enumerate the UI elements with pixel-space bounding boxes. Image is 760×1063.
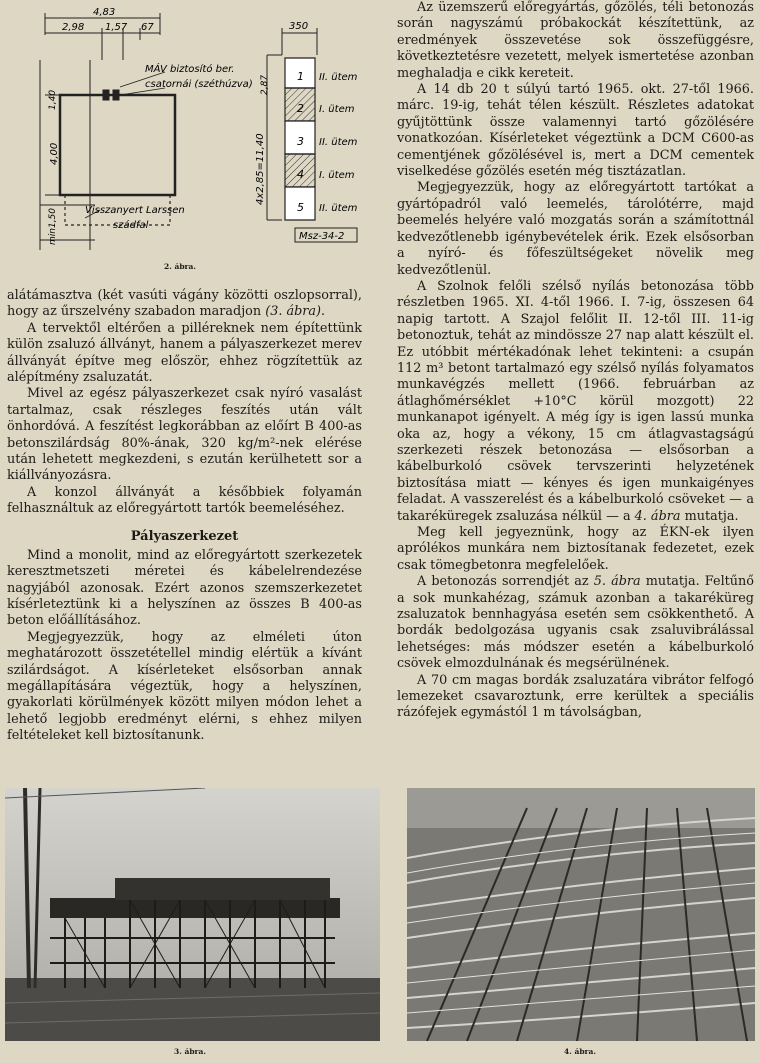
dim-side-right: 4x2,85=11,40: [255, 133, 266, 205]
figure-3-caption: 3. ábra.: [174, 1047, 206, 1056]
left-paragraph-5: Mind a monolit, mind az előregyártott szerkezetek keresztmetszeti méretei és kábelelrendezése nagyjából azonosak. Ezért azonos szemszerkezetet kísérleteztünk ki a helyszínen az összes B 400-as beton előállításához.: [7, 547, 362, 629]
right-column: [397, 0, 754, 722]
stage-4-num: 4: [297, 168, 304, 181]
right-paragraph-1: Az üzemszerű előregyártás, gőzölés, téli betonozás során nagyszámú próbakockát készítettünk, az eredmények összevetése sok összefüggésre, következtetésre vezetett, melyek ismertetése azonban meghaladja e cikk kereteit.: [397, 0, 754, 81]
left-paragraph-6: Megjegyezzük, hogy az elméleti úton meghatározott összetétellel mindig elértük a kívánt szilárdságot. A kísérleteket elsősorban annak megállapítására végeztük, hogy a helyszínen, gyakorlati körülmények között milyen módon lehet a lehető legjobb eredményt elérni, s ehhez milyen feltételeket kell biztosítanunk.: [7, 629, 362, 744]
dim-b: 1,57: [105, 22, 128, 33]
figure-3-photo: [5, 788, 380, 1041]
dim-c: 67: [141, 22, 154, 33]
stage-4-label: I. ütem: [319, 170, 355, 181]
figure-2-drawing: [5, 0, 385, 255]
dim-bottom-left: min1,50: [48, 207, 58, 245]
figure-4-caption: 4. ábra.: [564, 1047, 596, 1056]
left-paragraph-4: A konzol állványát a későbbiek folyamán felhasználtuk az előregyártott tartók beemeléséhez.: [7, 484, 362, 517]
dim-height-left: 4,00: [49, 142, 60, 165]
stage-1-label: II. ütem: [319, 72, 358, 83]
mav-label-2: csatornái (széthúzva): [145, 79, 253, 90]
right-paragraph-7: A 70 cm magas bordák zsaluzatára vibrátor felfogó lemezeket csavaroztunk, erre kerültek a speciális rázófejek egymástól 1 m távolságban,: [397, 672, 754, 721]
right-paragraph-5: Meg kell jegyeznünk, hogy az ÉKN-ek ilyen aprólékos munkára nem biztosítanak fedezetet, ezek csak tömegbetonra megfelelőek.: [397, 525, 754, 573]
stage-2-num: 2: [297, 102, 304, 115]
right-paragraph-3: Megjegyezzük, hogy az előregyártott tartókat a gyártópadról való leemelés, tárolótérre, majd beemelés helyére való mozgatás során a számítottnál kedvezőtlenebb igénybevételek érik. Ezek elsősorban a nyíró- és főfeszültségeket növelik meg kedvezőtlenül.: [397, 180, 754, 278]
dim-a: 2,98: [62, 22, 85, 33]
left-paragraph-3: Mivel az egész pályaszerkezet csak nyíró vasalást tartalmaz, csak részleges feszítés után vált önhordóvá. A feszítést legkorábban az előírt B 400-as betonszilárdság 80%-ának, 320 kg/m²-nek elérése után lehetett megkezdeni, s ezután kerülhetett sor a kiállványozásra.: [7, 386, 362, 484]
stage-5-label: II. ütem: [319, 203, 358, 214]
left-paragraph-1: alátámasztva (két vasúti vágány közötti oszlopsorral), hogy az űrszelvény szabadon maradjon (3. ábra).: [7, 288, 362, 320]
dim-top: 4,83: [93, 7, 116, 18]
dim-side-small: 2,87: [260, 74, 270, 95]
right-paragraph-4: A Szolnok felőli szélső nyílás betonozása több részletben 1965. XI. 4-től 1966. I. 7-ig, összesen 64 napig tartott. A Szajol felőlit II. 12-től III. 11-ig betonoztuk, tehát az mindössze 27 nap alatt készült el. Ez utóbbit mértékadónak lehet tekinteni: a csupán 112 m³ betont tartalmazó egy szélső nyílás folyamatos munkavégzés mellett (1966. februárban az átlaghőmérséklet +10°C körül mozgott) 22 munkanapot igényelt. A még így is igen lassú munka oka az, hogy a vékony, 15 cm átlagvastagságú szerkezeti részek betonozása — elsősorban a kábelburkoló csövek tervszerinti helyzetének biztosítása miatt — kényes és igen munkaigényes feladat. A vasszerelést és a kábelburkoló csöveket — a takaréküregek zsaluzása nélkül — a 4. ábra mutatja.: [397, 278, 754, 524]
drawing-stamp: Msz-34-2: [299, 231, 345, 242]
right-paragraph-2: A 14 db 20 t súlyú tartó 1965. okt. 27-től 1966. márc. 19-ig, tehát télen készült. Részletes adatokat gyűjtöttünk össze valamennyi tartó gőzölésére vonatkozóan. Kísérleteket végeztünk a DCM C600-as cementjének gőzölésével is, mert a DCM cementek viselkedése gőzölés esetén még tisztázatlan.: [397, 82, 754, 180]
left-column: [7, 288, 362, 745]
larssen-label-1: Visszanyert Larssen: [85, 205, 185, 216]
mav-label-1: MÁV biztosító ber.: [145, 64, 235, 75]
stage-5-num: 5: [297, 201, 304, 214]
stage-1-num: 1: [297, 70, 304, 83]
dim-right-top: 350: [289, 21, 309, 32]
figure-4-photo: [407, 788, 755, 1041]
stage-3-label: II. ütem: [319, 137, 358, 148]
dim-height-small: 1,40: [48, 89, 58, 110]
stage-3-num: 3: [297, 135, 304, 148]
larssen-label-2: szádfal: [113, 220, 149, 231]
stage-2-label: I. ütem: [319, 104, 355, 115]
section-heading: Pályaszerkezet: [130, 528, 239, 544]
left-paragraph-2: A tervektől eltérően a pilléreknek nem építettünk külön zsaluzó állványt, hanem a pályaszerkezet merev állványát építve meg először, ehhez rögzítettük az alépítmény zsaluzatát.: [7, 320, 362, 386]
right-paragraph-6: A betonozás sorrendjét az 5. ábra mutatja. Feltűnő a sok munkahézag, számuk azonban a takaréküreg zsaluzatok bennhagyása esetén sem csökkenthető. A bordák bedolgozása ugyanis csak zsaluvibrálással lehetséges: más módszer esetén a kábelburkoló csövek elmozdulnának és megsérülnének.: [397, 574, 754, 672]
figure-2-caption: 2. ábra.: [164, 262, 196, 271]
